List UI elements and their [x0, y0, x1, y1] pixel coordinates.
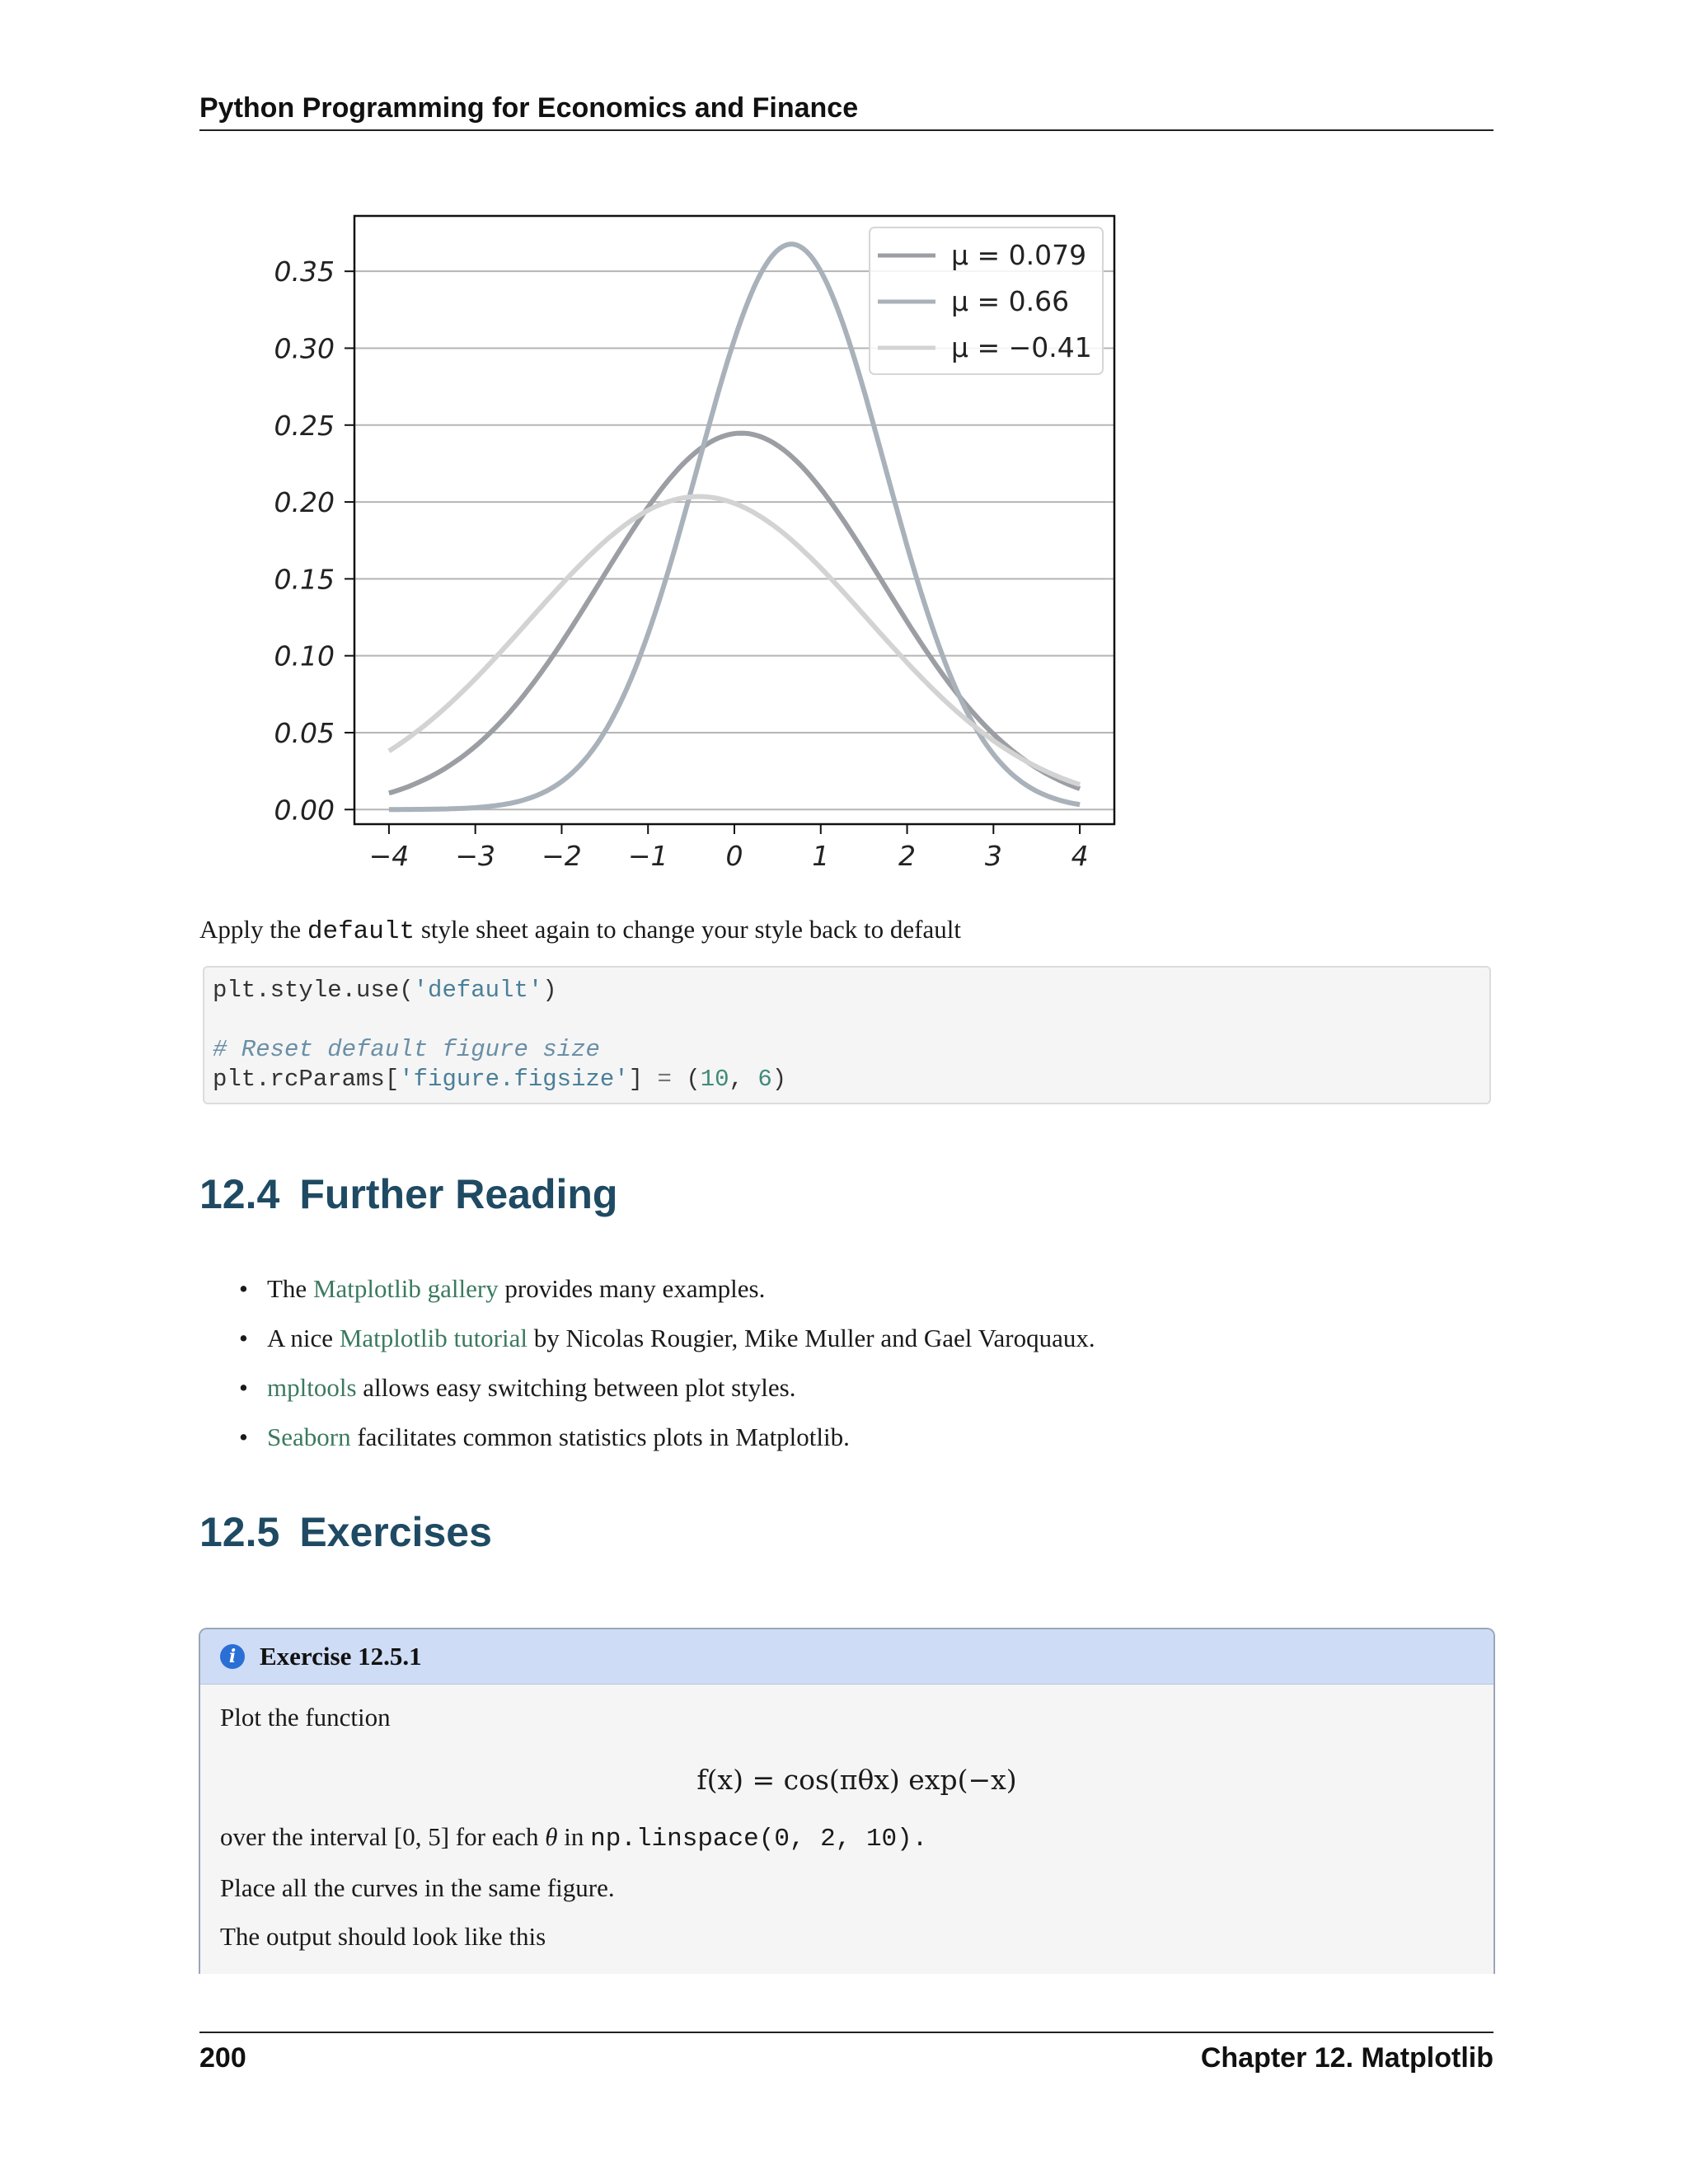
- page-number: 200: [199, 2042, 246, 2074]
- footer-rule: [199, 2032, 1493, 2033]
- list-item: • mpltools allows easy switching between plot styles.: [239, 1363, 1475, 1413]
- x-tick-label: 4: [1071, 840, 1089, 872]
- exercise-body: [200, 1685, 1493, 1955]
- info-icon: i: [220, 1644, 245, 1669]
- x-tick-label: −4: [368, 840, 410, 872]
- chapter-reference: Chapter 12. Matplotlib: [1200, 2042, 1493, 2074]
- x-tick-label: 1: [812, 840, 830, 872]
- running-header: Python Programming for Economics and Finance: [199, 92, 859, 124]
- list-item: • The Matplotlib gallery provides many examples.: [239, 1264, 1475, 1314]
- chart-legend: [870, 227, 1103, 374]
- gaussian-density-chart: [264, 206, 1154, 882]
- x-tick-label: 2: [898, 840, 917, 872]
- legend-label-2: μ = −0.41: [951, 331, 1092, 363]
- y-tick-label: 0.15: [274, 563, 335, 596]
- code-block[interactable]: plt.style.use('default') # Reset default figure size plt.rcParams['figure.figsize'] = (10, 6): [203, 966, 1491, 1104]
- exercise-title: Exercise 12.5.1: [260, 1642, 422, 1671]
- further-reading-list: [239, 1264, 1475, 1462]
- header-rule: [199, 129, 1493, 131]
- exercise-header: [200, 1629, 1493, 1685]
- x-tick-label: −3: [455, 840, 496, 872]
- apply-paragraph: Apply the default style sheet again to change your style back to default: [199, 915, 961, 946]
- equation: f(x) = cos(πθx) exp(−x): [696, 1764, 1017, 1796]
- exercise-admonition: [199, 1628, 1495, 1974]
- x-tick-label: 3: [984, 840, 1002, 872]
- y-axis-ticks: [274, 255, 354, 826]
- plot-function-text: Plot the function: [220, 1703, 391, 1732]
- x-tick-label: −2: [542, 840, 582, 872]
- legend-label-1: μ = 0.66: [951, 285, 1070, 317]
- series-line-0: [389, 434, 1080, 794]
- section-title-further-reading: 12.4 Further Reading: [199, 1171, 618, 1217]
- link-matplotlib-tutorial[interactable]: Matplotlib tutorial: [339, 1324, 528, 1352]
- link-mpltools[interactable]: mpltools: [267, 1373, 357, 1402]
- x-axis-ticks: [369, 824, 1089, 872]
- place-curves-text: Place all the curves in the same figure.: [220, 1873, 615, 1902]
- y-tick-label: 0.00: [274, 794, 335, 827]
- link-seaborn[interactable]: Seaborn: [267, 1422, 351, 1451]
- y-tick-label: 0.25: [274, 409, 335, 442]
- y-tick-label: 0.30: [274, 332, 335, 365]
- inline-code-linspace: np.linspace(0, 2, 10).: [590, 1825, 928, 1854]
- link-matplotlib-gallery[interactable]: Matplotlib gallery: [312, 1274, 499, 1303]
- y-tick-label: 0.20: [274, 486, 335, 519]
- legend-label-0: μ = 0.079: [951, 239, 1087, 271]
- x-tick-label: 0: [725, 840, 743, 872]
- list-item: • Seaborn facilitates common statistics plots in Matplotlib.: [239, 1413, 1475, 1462]
- section-title-exercises: 12.5 Exercises: [199, 1509, 492, 1555]
- x-tick-label: −1: [627, 840, 668, 872]
- inline-code-default: default: [307, 917, 415, 946]
- interval-text: over the interval [0, 5] for each θ in np.linspace(0, 2, 10).: [220, 1822, 928, 1854]
- output-text: The output should look like this: [220, 1922, 546, 1951]
- y-tick-label: 0.10: [274, 640, 335, 673]
- y-tick-label: 0.35: [274, 255, 335, 288]
- y-tick-label: 0.05: [274, 716, 335, 749]
- list-item: • A nice Matplotlib tutorial by Nicolas Rougier, Mike Muller and Gael Varoquaux.: [239, 1314, 1475, 1363]
- series-line-2: [389, 497, 1080, 785]
